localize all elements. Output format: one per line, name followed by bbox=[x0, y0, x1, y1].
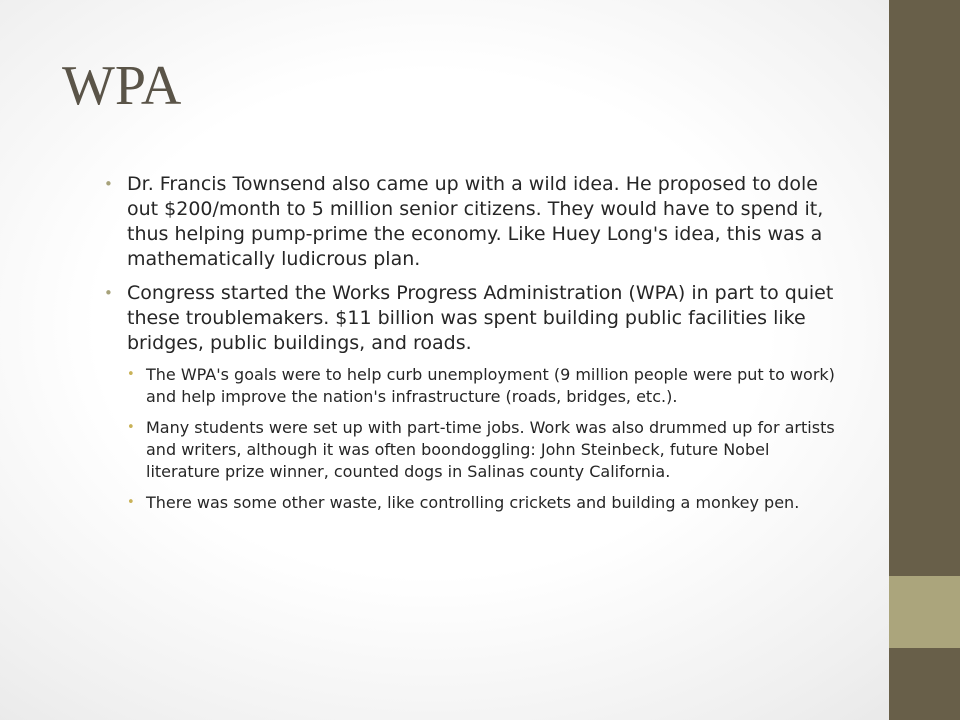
sub-bullet-text: Many students were set up with part-time jobs. Work was also drummed up for artists and writers, although it was often boondoggling: John Steinbeck, future Nobel literature prize winner, counted dogs in Salinas county California. bbox=[146, 418, 835, 481]
side-accent-block bbox=[889, 576, 960, 648]
bullet-item bbox=[104, 172, 844, 272]
sub-bullet-list bbox=[127, 364, 844, 514]
bullet-item bbox=[104, 281, 844, 514]
slide-body bbox=[104, 172, 844, 523]
sub-bullet-item bbox=[127, 492, 844, 514]
sub-bullet-text: There was some other waste, like controlling crickets and building a monkey pen. bbox=[146, 493, 800, 512]
bullet-list bbox=[104, 172, 844, 514]
sub-bullet-text: The WPA's goals were to help curb unemployment (9 million people were put to work) and help improve the nation's infrastructure (roads, bridges, etc.). bbox=[146, 365, 835, 406]
bullet-text: Congress started the Works Progress Administration (WPA) in part to quiet these troublemakers. $11 billion was spent building public facilities like bridges, public buildings, and roads. bbox=[127, 282, 834, 354]
sub-bullet-item bbox=[127, 417, 844, 483]
slide-title: WPA bbox=[62, 55, 182, 117]
bullet-text: Dr. Francis Townsend also came up with a wild idea. He proposed to dole out $200/month to 5 million senior citizens. They would have to spend it, thus helping pump-prime the economy. Like Huey Long's idea, this was a mathematically ludicrous plan. bbox=[127, 173, 824, 270]
sub-bullet-item bbox=[127, 364, 844, 408]
